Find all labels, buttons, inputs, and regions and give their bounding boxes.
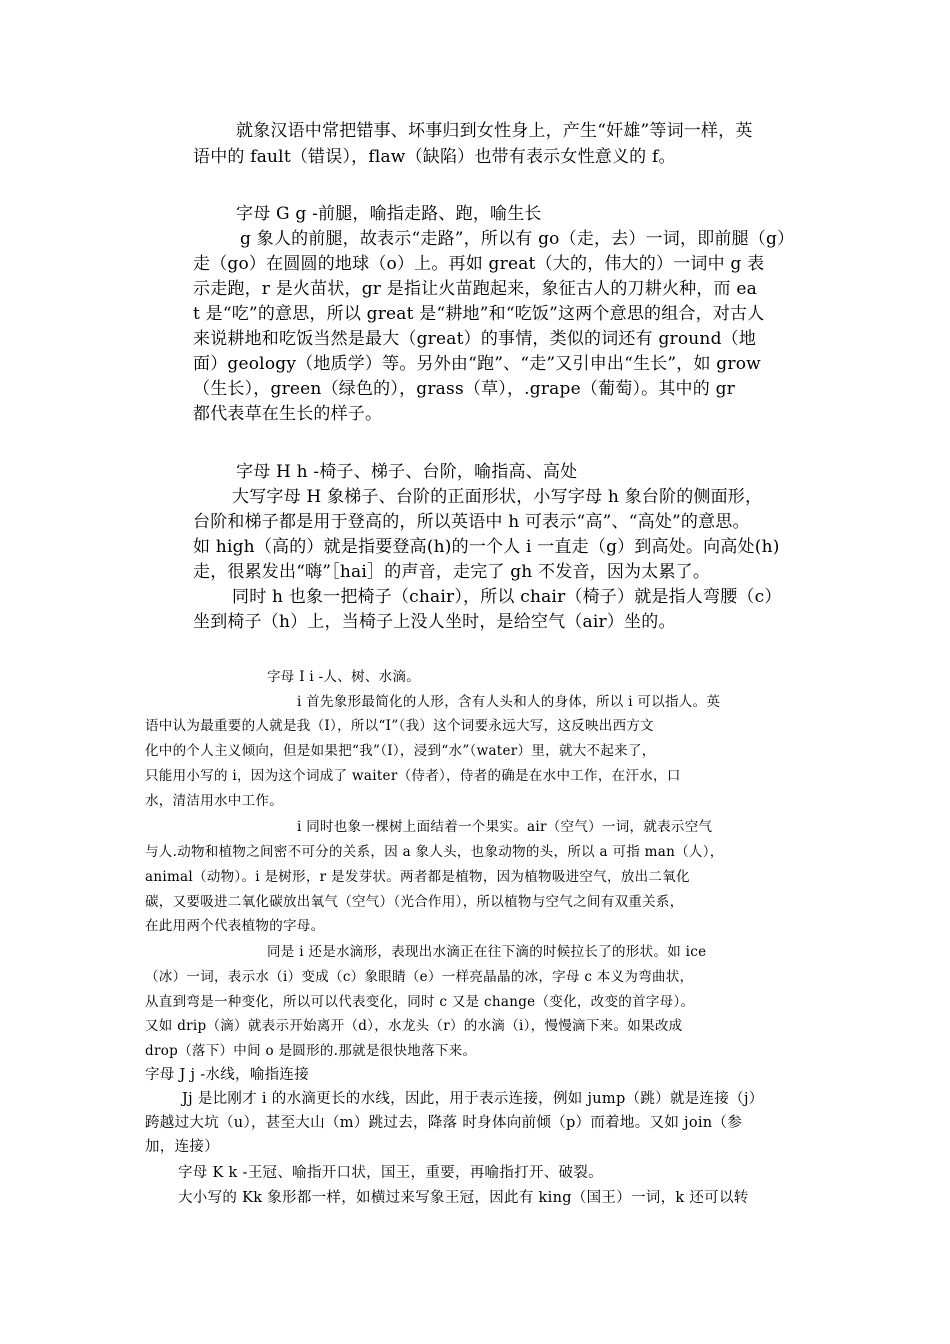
h-line-5: 同时 h 也象一把椅子（chair），所以 chair（椅子）就是指人弯腰（c） <box>232 587 782 607</box>
i-heading: 字母 I i -人、树、水滴。 <box>267 669 421 685</box>
j-line-3: 加，连接） <box>145 1139 219 1155</box>
g-line-3: 示走跑，r 是火苗状，gr 是指让火苗跑起来，象征古人的刀耕火种，而 ea <box>193 279 757 299</box>
g-line-4: t 是“吃”的意思，所以 great 是“耕地”和“吃饭”这两个意思的组合，对古人 <box>193 304 765 324</box>
i-line-13: 从直到弯是一种变化，所以可以代表变化，同时 c 又是 change（变化，改变的首字母）。 <box>145 994 695 1010</box>
g-heading: 字母 G g -前腿，喻指走路、跑，喻生长 <box>236 204 542 224</box>
h-line-3: 如 high（高的）就是指要登高(h)的一个人 i 一直走（g）到高处。向高处(h) <box>193 537 780 557</box>
i-line-2: 语中认为最重要的人就是我（I），所以“I”（我）这个词要永远大写，这反映出西方文 <box>145 718 654 734</box>
i-line-1: i 首先象形最简化的人形，含有人头和人的身体，所以 i 可以指人。英 <box>297 694 721 710</box>
i-line-7: 与人.动物和植物之间密不可分的关系，因 a 象人头，也象动物的头，所以 a 可指 man（人）， <box>145 844 724 860</box>
i-line-4: 只能用小写的 i，因为这个词成了 waiter（侍者），侍者的确是在水中工作，在汗水，口 <box>145 768 681 784</box>
j-line-2: 跨越过大坑（u），甚至大山（m）跳过去，降落 时身体向前倾（p）而着地。又如 join（参 <box>145 1115 743 1131</box>
g-line-1: g 象人的前腿，故表示“走路”，所以有 go（走，去）一词，即前腿（g） <box>240 229 795 249</box>
i-line-12: （冰）一词，表示水（i）变成（c）象眼睛（e）一样亮晶晶的冰，字母 c 本义为弯曲状， <box>145 969 694 985</box>
i-line-14: 又如 drip（滴）就表示开始离开（d），水龙头（r）的水滴（i），慢慢滴下来。如果改成 <box>145 1018 683 1034</box>
k-line-1: 大小写的 Kk 象形都一样，如横过来写象王冠，因此有 king（国王）一词，k 还可以转 <box>178 1190 749 1206</box>
f-line-1: 就象汉语中常把错事、坏事归到女性身上，产生“奸雄”等词一样，英 <box>236 121 753 141</box>
i-line-3: 化中的个人主义倾向，但是如果把“我”（I），浸到“水”（water）里，就大不起来了， <box>145 743 656 759</box>
i-line-11: 同是 i 还是水滴形，表现出水滴正在往下滴的时候拉长了的形状。如 ice <box>267 944 707 960</box>
h-line-2: 台阶和梯子都是用于登高的，所以英语中 h 可表示“高”、“高处”的意思。 <box>193 512 750 532</box>
k-heading: 字母 K k -王冠、喻指开口状，国王，重要，再喻指打开、破裂。 <box>178 1165 603 1181</box>
i-line-10: 在此用两个代表植物的字母。 <box>145 918 325 934</box>
g-line-6: 面）geology（地质学）等。另外由“跑”、“走”又引申出“生长”，如 grow <box>193 354 761 374</box>
i-line-5: 水，清洁用水中工作。 <box>145 793 283 809</box>
f-line-2: 语中的 fault（错误），flaw（缺陷）也带有表示女性意义的 f。 <box>193 147 676 167</box>
h-line-4: 走，很累发出“嗨”［hai］的声音，走完了 gh 不发音，因为太累了。 <box>193 562 711 582</box>
g-line-2: 走（go）在圆圆的地球（o）上。再如 great（大的，伟大的）一词中 g 表 <box>193 254 765 274</box>
i-line-15: drop（落下）中间 o 是圆形的.那就是很快地落下来。 <box>145 1043 477 1059</box>
g-line-5: 来说耕地和吃饭当然是最大（great）的事情，类似的词还有 ground（地 <box>193 329 757 349</box>
g-line-7: （生长），green（绿色的），grass（草），.grape（葡萄）。其中的 gr <box>193 379 735 399</box>
h-line-6: 坐到椅子（h）上，当椅子上没人坐时，是给空气（air）坐的。 <box>193 612 676 632</box>
i-line-8: animal（动物）。i 是树形，r 是发芽状。两者都是植物，因为植物吸进空气，放出二氧化 <box>145 869 690 885</box>
j-line-1: Jj 是比刚才 i 的水滴更长的水线，因此，用于表示连接，例如 jump（跳）就是连接（j） <box>182 1091 764 1107</box>
j-heading: 字母 J j -水线，喻指连接 <box>145 1067 310 1083</box>
g-line-8: 都代表草在生长的样子。 <box>193 404 383 424</box>
i-line-6: i 同时也象一棵树上面结着一个果实。air（空气）一词，就表示空气 <box>297 819 713 835</box>
i-line-9: 碳，又要吸进二氧化碳放出氧气（空气）（光合作用），所以植物与空气之间有双重关系， <box>145 894 684 910</box>
h-heading: 字母 H h -椅子、梯子、台阶，喻指高、高处 <box>236 462 578 482</box>
h-line-1: 大写字母 H 象梯子、台阶的正面形状，小写字母 h 象台阶的侧面形， <box>232 487 763 507</box>
